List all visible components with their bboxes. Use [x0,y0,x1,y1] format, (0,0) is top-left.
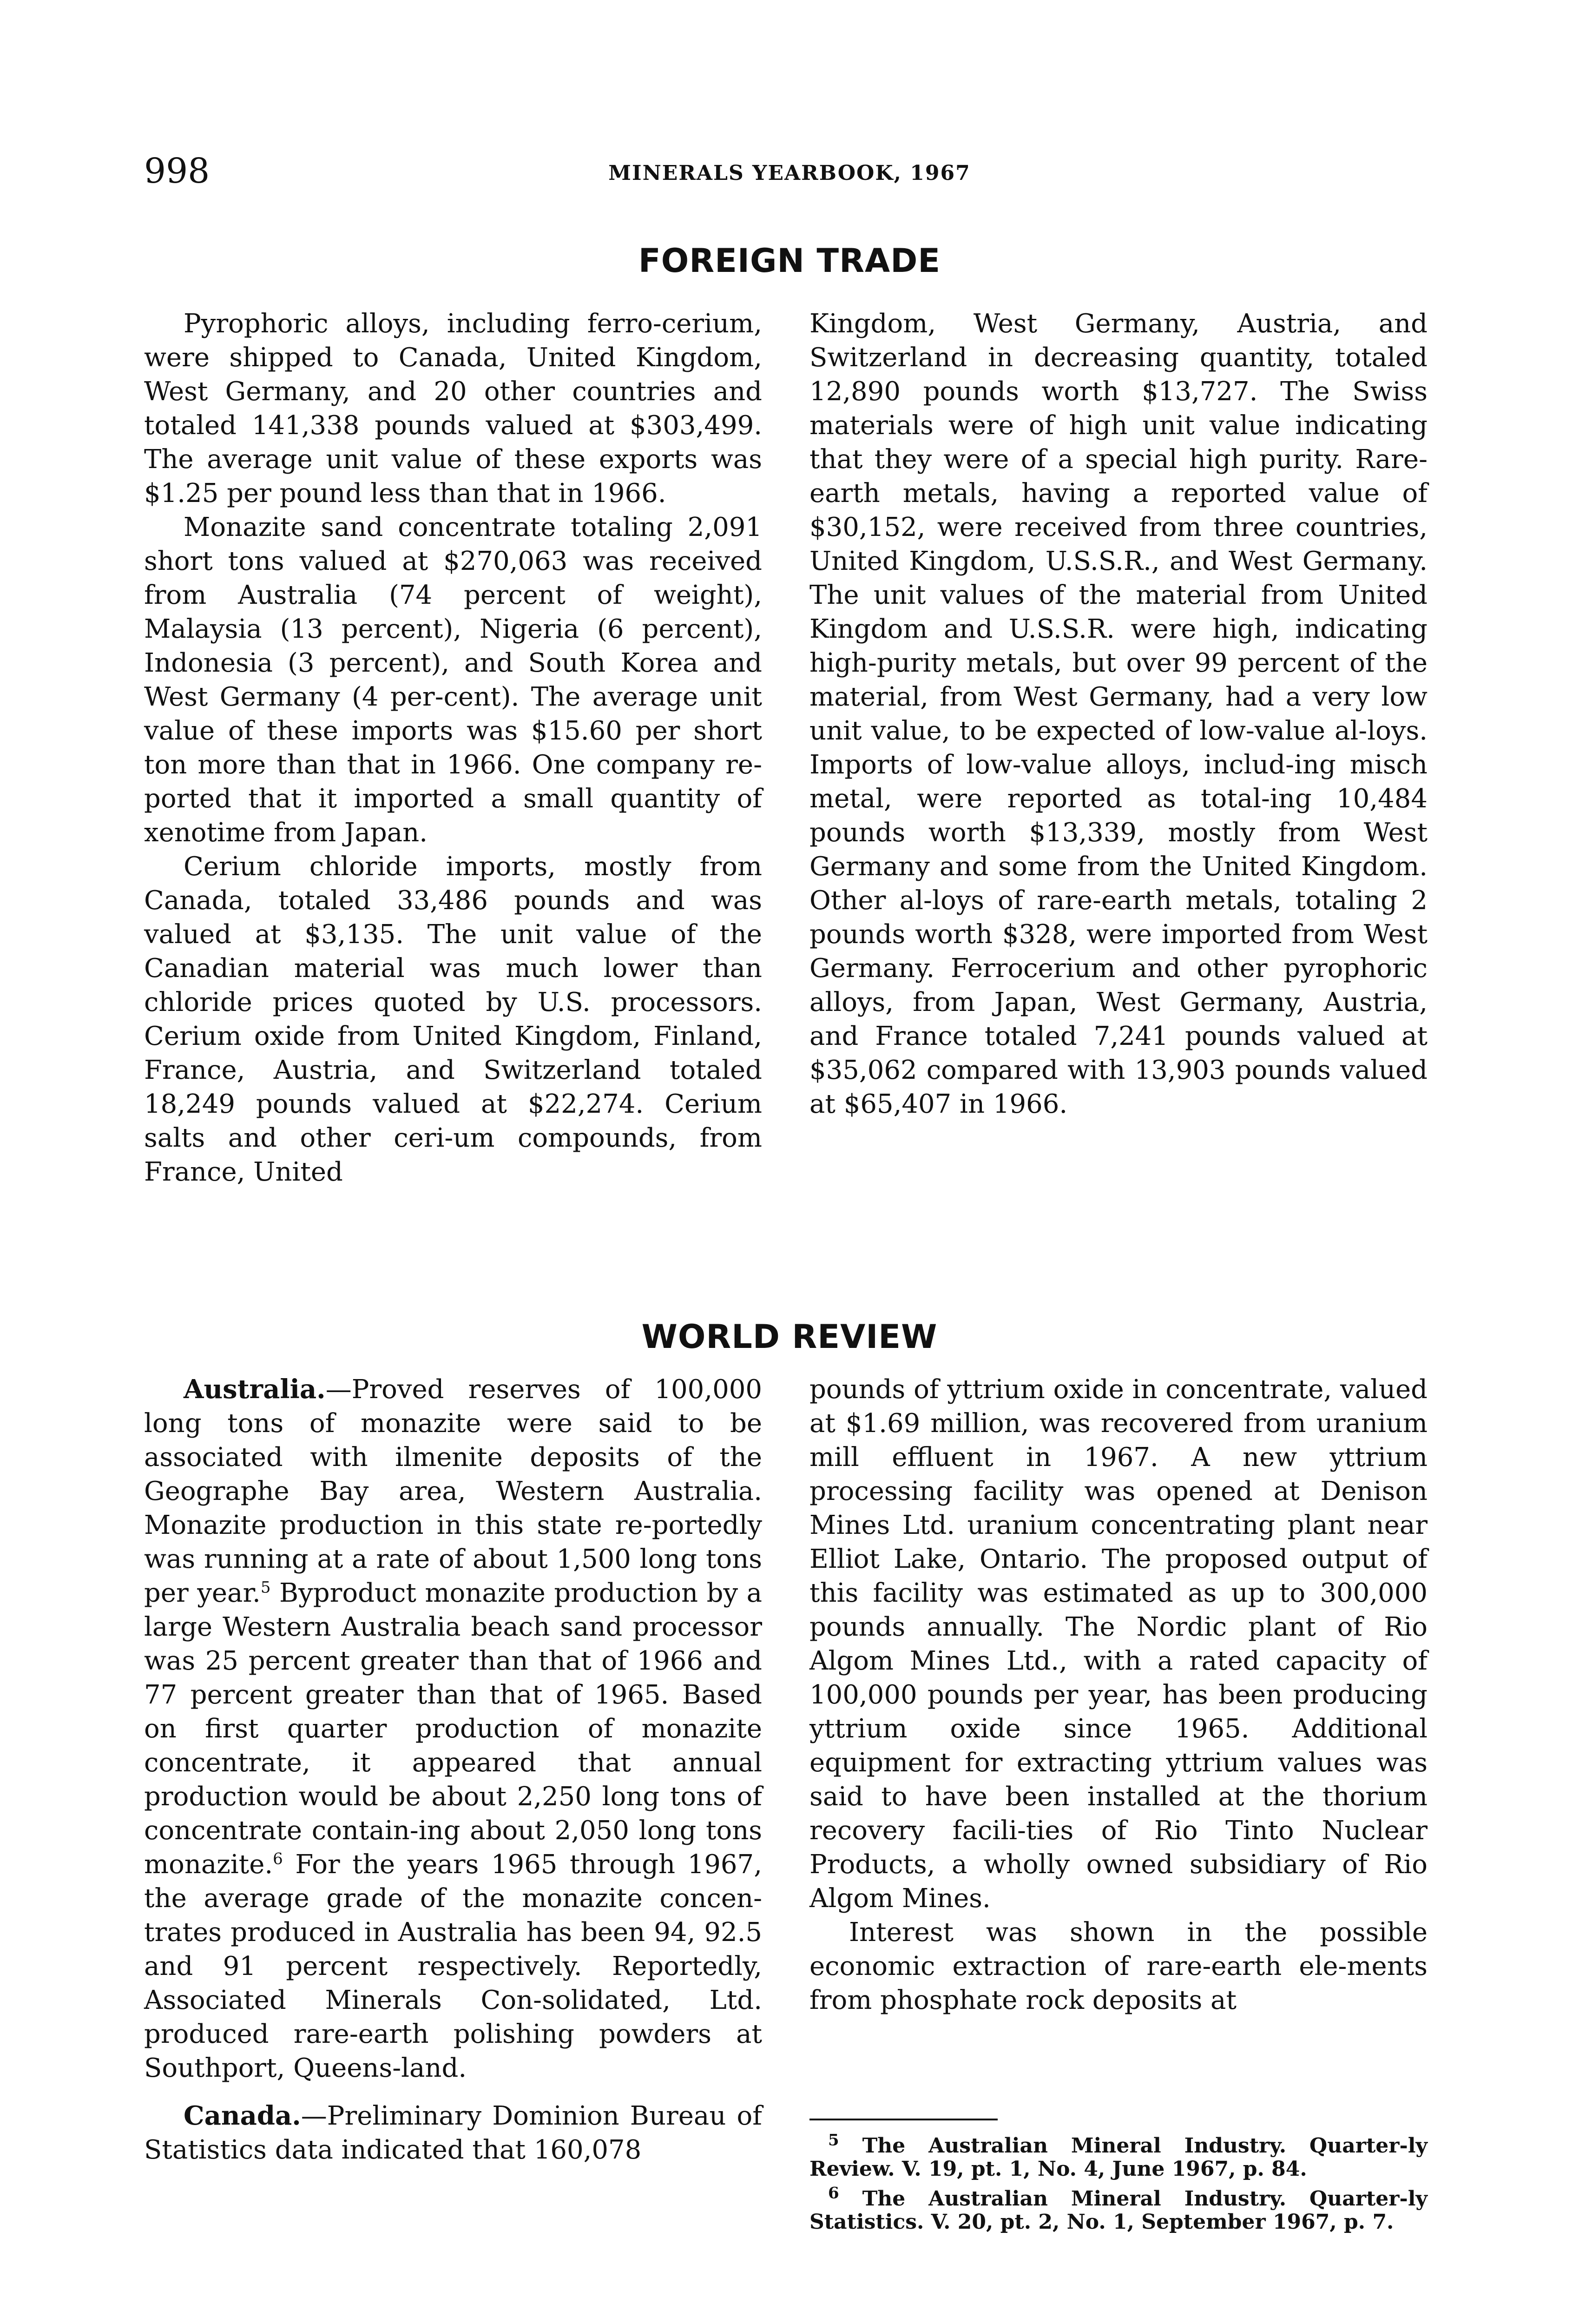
australia-text-c: For the years 1965 through 1967, the average grade of the monazite concen-trates produced in Australia has been 94, 92.5 and 91 percent respectively. Reportedly, Associated Minerals Con-solidated, Ltd. produced rare-earth polishing powders at Southport, Queens-land. [144,1849,762,2083]
world-review-left-column [144,1373,762,2167]
paragraph-monazite-imports: Monazite sand concentrate totaling 2,091 short tons valued at $270,063 was received from Australia (74 percent of weight), Malaysia (13 percent), Nigeria (6 percent), Indonesia (3 percent), and South Korea and West Germany (4 per-cent). The average unit value of these imports was $15.60 per short ton more than that in 1966. One company re-ported that it imported a small quantity of xenotime from Japan. [144,512,762,848]
running-title: MINERALS YEARBOOK, 1967 [608,161,971,185]
paragraph-canada [144,2099,762,2167]
paragraph-pyrophoric-exports: Pyrophoric alloys, including ferro-cerium, were shipped to Canada, United Kingdom, West Germany, and 20 other countries and totaled 141,338 pounds valued at $303,499. The average unit value of these exports was $1.25 per pound less than that in 1966. [144,309,762,508]
footnote-text: The Australian Mineral Industry. Quarter-ly Statistics. V. 20, pt. 2, No. 1, September 1967, p. 7. [809,2187,1428,2234]
australia-text-a: —Proved reserves of 100,000 long tons of monazite were said to be associated with ilmenite deposits of the Geographe Bay area, Western Australia. Monazite production in this state re-portedly was running at a rate of about 1,500 long tons per year. [144,1374,762,1608]
footnote-text: The Australian Mineral Industry. Quarter-ly Review. V. 19, pt. 1, No. 4, June 1967, p. 84. [809,2134,1428,2181]
footnote-ref-5[interactable]: 5 [260,1578,271,1597]
paragraph-canada-yttrium: pounds of yttrium oxide in concentrate, valued at $1.69 million, was recovered from uranium mill effluent in 1967. A new yttrium processing facility was opened at Denison Mines Ltd. uranium concentrating plant near Elliot Lake, Ontario. The proposed output of this facility was estimated as up to 300,000 pounds annually. The Nordic plant of Rio Algom Mines Ltd., with a rated capacity of 100,000 pounds per year, has been producing yttrium oxide since 1965. Additional equipment for extracting yttrium values was said to have been installed at the thorium recovery facili-ties of Rio Tinto Nuclear Products, a wholly owned subsidiary of Rio Algom Mines. [809,1374,1428,1914]
foreign-trade-right-column [809,307,1428,1121]
section-heading-world-review: WORLD REVIEW [641,1318,938,1356]
page-number: 998 [144,151,210,191]
footnote-mark: 6 [828,2184,839,2203]
paragraph-cerium-imports: Cerium chloride imports, mostly from Canada, totaled 33,486 pounds and was valued at $3,135. The unit value of the Canadian material was much lower than chloride prices quoted by U.S. processors. Cerium oxide from United Kingdom, Finland, France, Austria, and Switzerland totaled 18,249 pounds valued at $22,274. Cerium salts and other ceri-um compounds, from France, United [144,852,762,1187]
foreign-trade-left-column [144,307,762,1189]
paragraph-phosphate-interest: Interest was shown in the possible economic extraction of rare-earth ele-ments from phosphate rock deposits at [809,1917,1428,2015]
footnote-6 [809,2184,1428,2234]
paragraph-rare-earth-metal-imports: Kingdom, West Germany, Austria, and Switzerland in decreasing quantity, totaled 12,890 pounds worth $13,727. The Swiss materials were of high unit value indicating that they were of a special high purity. Rare-earth metals, having a reported value of $30,152, were received from three countries, United Kingdom, U.S.S.R., and West Germany. The unit values of the material from United Kingdom and U.S.S.R. were high, indicating high-purity metals, but over 99 percent of the material, from West Germany, had a very low unit value, to be expected of low-value al-loys. Imports of low-value alloys, includ-ing misch metal, were reported as total-ing 10,484 pounds worth $13,339, mostly from West Germany and some from the United Kingdom. Other al-loys of rare-earth metals, totaling 2 pounds worth $328, were imported from West Germany. Ferrocerium and other pyrophoric alloys, from Japan, West Germany, Austria, and France totaled 7,241 pounds valued at $35,062 compared with 13,903 pounds valued at $65,407 in 1966. [809,309,1428,1119]
australia-text-b: Byproduct monazite production by a large Western Australia beach sand processor was 25 percent greater than that of 1966 and 77 percent greater than that of 1965. Based on first quarter production of monazite concentrate, it appeared that annual production would be about 2,250 long tons of concentrate contain-ing about 2,050 long tons monazite. [144,1578,762,1880]
footnote-5 [809,2131,1428,2181]
running-head [144,151,1435,193]
canada-text: —Preliminary Dominion Bureau of Statistics data indicated that 160,078 [144,2101,762,2165]
paragraph-australia [144,1373,762,2085]
section-heading-foreign-trade: FOREIGN TRADE [638,242,941,280]
country-label-australia: Australia. [184,1374,326,1405]
footnote-ref-6[interactable]: 6 [273,1849,283,1868]
world-review-right-column [809,1373,1428,2017]
footnotes [809,2131,1428,2240]
country-label-canada: Canada. [184,2100,301,2131]
footnote-mark: 5 [828,2131,839,2150]
footnote-divider [809,2119,998,2120]
